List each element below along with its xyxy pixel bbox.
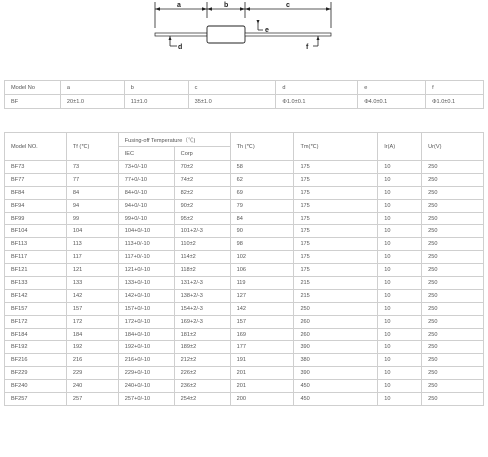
table-row xyxy=(5,328,484,341)
table-cell: 450 xyxy=(294,393,378,406)
table-cell: 154+2/-3 xyxy=(174,302,230,315)
dimension-table-row xyxy=(5,95,484,109)
table-cell: BF84 xyxy=(5,186,67,199)
table-cell: 240+0/-10 xyxy=(118,380,174,393)
table-cell: 10 xyxy=(378,212,422,225)
table-cell: BF99 xyxy=(5,212,67,225)
table-cell: 250 xyxy=(422,212,484,225)
table-cell: Φ4.0±0.1 xyxy=(358,95,426,109)
table-cell: BF117 xyxy=(5,251,67,264)
table-row xyxy=(5,380,484,393)
table-cell: 84 xyxy=(230,212,294,225)
table-cell: 175 xyxy=(294,251,378,264)
header-tm: Tm(℃) xyxy=(294,133,378,161)
table-cell: 35±1.0 xyxy=(188,95,276,109)
table-cell: 10 xyxy=(378,289,422,302)
table-cell: Φ1.0±0.1 xyxy=(276,95,358,109)
table-cell: BF xyxy=(5,95,61,109)
table-cell: BF73 xyxy=(5,161,67,174)
table-cell: 11±1.0 xyxy=(124,95,188,109)
table-cell: 250 xyxy=(422,380,484,393)
table-cell: 117 xyxy=(66,251,118,264)
table-cell: 175 xyxy=(294,238,378,251)
table-cell: 175 xyxy=(294,225,378,238)
table-cell: 142 xyxy=(230,302,294,315)
table-cell: 390 xyxy=(294,367,378,380)
table-cell: 119 xyxy=(230,277,294,290)
table-cell: BF229 xyxy=(5,367,67,380)
table-row xyxy=(5,393,484,406)
table-cell: 10 xyxy=(378,186,422,199)
table-cell: 175 xyxy=(294,199,378,212)
table-cell: 10 xyxy=(378,173,422,186)
table-row xyxy=(5,199,484,212)
table-cell: 127 xyxy=(230,289,294,302)
table-cell: 99 xyxy=(66,212,118,225)
table-cell: Φ1.0±0.1 xyxy=(426,95,484,109)
table-cell: 250 xyxy=(422,354,484,367)
header-cell: a xyxy=(60,81,124,95)
table-cell: 10 xyxy=(378,367,422,380)
table-cell: 157 xyxy=(66,302,118,315)
table-cell: 142 xyxy=(66,289,118,302)
table-cell: 10 xyxy=(378,328,422,341)
table-cell: 10 xyxy=(378,277,422,290)
table-cell: 157 xyxy=(230,315,294,328)
table-cell: 104 xyxy=(66,225,118,238)
table-cell: 131+2/-3 xyxy=(174,277,230,290)
dimension-table-header xyxy=(5,81,484,95)
table-cell: 184 xyxy=(66,328,118,341)
table-cell: 181±2 xyxy=(174,328,230,341)
table-cell: 240 xyxy=(66,380,118,393)
header-cell: b xyxy=(124,81,188,95)
table-cell: 94+0/-10 xyxy=(118,199,174,212)
specification-table xyxy=(4,132,484,406)
table-cell: BF94 xyxy=(5,199,67,212)
table-cell: 192 xyxy=(66,341,118,354)
table-cell: 74±2 xyxy=(174,173,230,186)
table-cell: 175 xyxy=(294,161,378,174)
table-cell: 10 xyxy=(378,315,422,328)
header-corp: Corp xyxy=(174,147,230,161)
table-cell: 226±2 xyxy=(174,367,230,380)
table-row xyxy=(5,289,484,302)
table-cell: BF257 xyxy=(5,393,67,406)
table-cell: BF113 xyxy=(5,238,67,251)
fuse-dimension-diagram xyxy=(0,0,488,68)
table-cell: 250 xyxy=(422,225,484,238)
table-cell: 106 xyxy=(230,264,294,277)
table-cell: 157+0/-10 xyxy=(118,302,174,315)
table-cell: 257 xyxy=(66,393,118,406)
table-cell: 73 xyxy=(66,161,118,174)
header-ur: Ur(V) xyxy=(422,133,484,161)
table-cell: 200 xyxy=(230,393,294,406)
table-cell: BF157 xyxy=(5,302,67,315)
table-cell: 250 xyxy=(422,238,484,251)
table-cell: 102 xyxy=(230,251,294,264)
header-cell: Model No xyxy=(5,81,61,95)
table-cell: 250 xyxy=(422,367,484,380)
table-cell: 118±2 xyxy=(174,264,230,277)
table-cell: 121+0/-10 xyxy=(118,264,174,277)
table-cell: 250 xyxy=(422,277,484,290)
table-cell: 10 xyxy=(378,302,422,315)
table-cell: 250 xyxy=(422,393,484,406)
table-row xyxy=(5,186,484,199)
table-row xyxy=(5,238,484,251)
table-cell: BF133 xyxy=(5,277,67,290)
table-cell: 191 xyxy=(230,354,294,367)
table-cell: 201 xyxy=(230,380,294,393)
table-row xyxy=(5,302,484,315)
dimension-label-d: d xyxy=(178,44,183,51)
table-cell: 250 xyxy=(422,161,484,174)
table-cell: 250 xyxy=(422,302,484,315)
table-cell: 175 xyxy=(294,173,378,186)
table-cell: BF216 xyxy=(5,354,67,367)
table-cell: 133 xyxy=(66,277,118,290)
table-cell: 257+0/-10 xyxy=(118,393,174,406)
table-cell: 62 xyxy=(230,173,294,186)
table-cell: 90 xyxy=(230,225,294,238)
table-cell: 77 xyxy=(66,173,118,186)
table-cell: BF184 xyxy=(5,328,67,341)
table-cell: 10 xyxy=(378,354,422,367)
table-row xyxy=(5,161,484,174)
dimension-label-c: c xyxy=(286,2,290,9)
table-cell: 229+0/-10 xyxy=(118,367,174,380)
table-cell: 10 xyxy=(378,264,422,277)
table-cell: 138+2/-3 xyxy=(174,289,230,302)
spec-table-body xyxy=(5,161,484,406)
table-cell: 184+0/-10 xyxy=(118,328,174,341)
header-iec: IEC xyxy=(118,147,174,161)
table-cell: 20±1.0 xyxy=(60,95,124,109)
table-cell: 250 xyxy=(422,289,484,302)
table-row xyxy=(5,315,484,328)
table-row xyxy=(5,251,484,264)
table-cell: 260 xyxy=(294,315,378,328)
table-cell: 250 xyxy=(422,251,484,264)
table-cell: 58 xyxy=(230,161,294,174)
table-cell: 10 xyxy=(378,380,422,393)
table-cell: 216+0/-10 xyxy=(118,354,174,367)
table-cell: 142+0/-10 xyxy=(118,289,174,302)
table-row xyxy=(5,225,484,238)
table-cell: 215 xyxy=(294,289,378,302)
table-cell: 69 xyxy=(230,186,294,199)
table-cell: 216 xyxy=(66,354,118,367)
table-cell: 380 xyxy=(294,354,378,367)
table-cell: 169 xyxy=(230,328,294,341)
table-row xyxy=(5,367,484,380)
header-model: Model NO. xyxy=(5,133,67,161)
table-cell: 10 xyxy=(378,341,422,354)
table-cell: 250 xyxy=(422,264,484,277)
table-cell: BF142 xyxy=(5,289,67,302)
table-cell: 101+2/-3 xyxy=(174,225,230,238)
dimension-label-f: f xyxy=(306,44,309,51)
table-cell: 189±2 xyxy=(174,341,230,354)
table-cell: 172+0/-10 xyxy=(118,315,174,328)
table-cell: 113 xyxy=(66,238,118,251)
dimension-label-b: b xyxy=(224,2,229,9)
table-cell: 250 xyxy=(294,302,378,315)
table-cell: 117+0/-10 xyxy=(118,251,174,264)
table-cell: 98 xyxy=(230,238,294,251)
table-row xyxy=(5,264,484,277)
table-cell: 450 xyxy=(294,380,378,393)
table-cell: 177 xyxy=(230,341,294,354)
table-cell: 99+0/-10 xyxy=(118,212,174,225)
table-cell: 73+0/-10 xyxy=(118,161,174,174)
table-row xyxy=(5,341,484,354)
table-cell: BF77 xyxy=(5,173,67,186)
table-cell: 77+0/-10 xyxy=(118,173,174,186)
table-cell: BF192 xyxy=(5,341,67,354)
dimension-label-a: a xyxy=(177,2,181,9)
table-cell: 84 xyxy=(66,186,118,199)
table-cell: 10 xyxy=(378,161,422,174)
table-cell: 250 xyxy=(422,328,484,341)
header-tf: Tf (℃) xyxy=(66,133,118,161)
table-cell: 250 xyxy=(422,186,484,199)
table-cell: BF121 xyxy=(5,264,67,277)
table-cell: 84+0/-10 xyxy=(118,186,174,199)
table-cell: 192+0/-10 xyxy=(118,341,174,354)
table-cell: 114±2 xyxy=(174,251,230,264)
table-cell: 70±2 xyxy=(174,161,230,174)
header-th: Th (℃) xyxy=(230,133,294,161)
table-cell: 215 xyxy=(294,277,378,290)
table-cell: 229 xyxy=(66,367,118,380)
header-ir: Ir(A) xyxy=(378,133,422,161)
table-row xyxy=(5,173,484,186)
table-cell: 10 xyxy=(378,238,422,251)
table-cell: 212±2 xyxy=(174,354,230,367)
header-cell: c xyxy=(188,81,276,95)
table-row xyxy=(5,212,484,225)
table-cell: 260 xyxy=(294,328,378,341)
table-cell: 236±2 xyxy=(174,380,230,393)
table-cell: 254±2 xyxy=(174,393,230,406)
table-cell: 250 xyxy=(422,341,484,354)
table-cell: 201 xyxy=(230,367,294,380)
table-cell: 175 xyxy=(294,212,378,225)
table-cell: 110±2 xyxy=(174,238,230,251)
table-cell: 250 xyxy=(422,315,484,328)
table-cell: 250 xyxy=(422,173,484,186)
table-cell: 10 xyxy=(378,251,422,264)
table-cell: 79 xyxy=(230,199,294,212)
dimension-table xyxy=(4,80,484,109)
table-cell: 250 xyxy=(422,199,484,212)
table-cell: 169+2/-3 xyxy=(174,315,230,328)
spec-table-header xyxy=(5,133,484,147)
table-cell: 175 xyxy=(294,186,378,199)
table-cell: BF240 xyxy=(5,380,67,393)
table-cell: 10 xyxy=(378,225,422,238)
table-cell: BF172 xyxy=(5,315,67,328)
table-cell: 94 xyxy=(66,199,118,212)
table-cell: 90±2 xyxy=(174,199,230,212)
table-cell: 10 xyxy=(378,393,422,406)
table-cell: 10 xyxy=(378,199,422,212)
header-cell: f xyxy=(426,81,484,95)
table-cell: 104+0/-10 xyxy=(118,225,174,238)
dimension-label-e: e xyxy=(265,27,269,34)
table-cell: 172 xyxy=(66,315,118,328)
table-cell: 133+0/-10 xyxy=(118,277,174,290)
table-cell: 95±2 xyxy=(174,212,230,225)
table-cell: 121 xyxy=(66,264,118,277)
header-cell: e xyxy=(358,81,426,95)
table-cell: BF104 xyxy=(5,225,67,238)
table-cell: 113+0/-10 xyxy=(118,238,174,251)
table-cell: 175 xyxy=(294,264,378,277)
table-row xyxy=(5,354,484,367)
table-row xyxy=(5,277,484,290)
header-fusing-off-temperature: Fusing-off Temperature（℃) xyxy=(118,133,230,147)
table-cell: 82±2 xyxy=(174,186,230,199)
header-cell: d xyxy=(276,81,358,95)
table-cell: 390 xyxy=(294,341,378,354)
